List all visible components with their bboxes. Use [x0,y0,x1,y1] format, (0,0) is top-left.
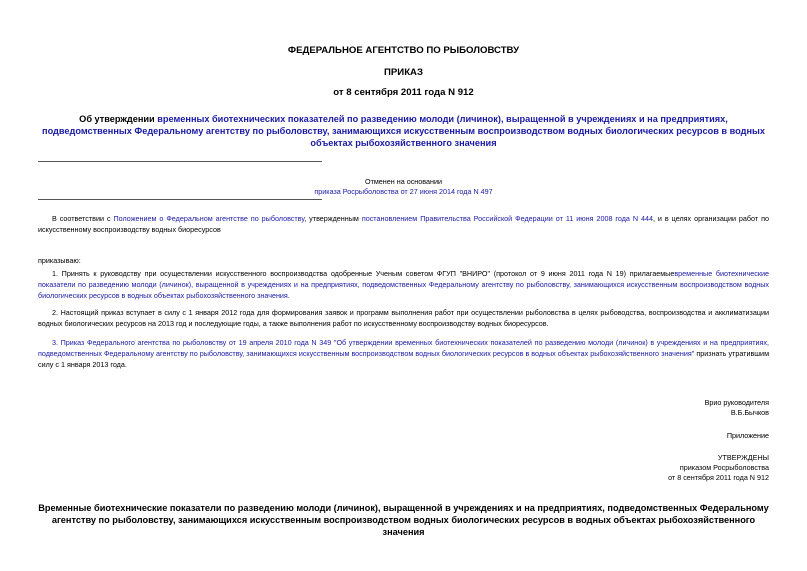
item-3-text: признать утратившим силу с 1 января 2013 года. [38,349,770,369]
cancel-note: Отменен на основании [364,177,442,186]
signature-role: Врио руководителя [704,398,769,407]
document-title [38,114,769,149]
previous-order-link[interactable]: 3. Приказ Федерального агентства по рыболовству от 19 апреля 2010 года N 349 "Об утверждении временных биотехнических показателей по разведению молоди (личинок) в учреждениях и на предприятиях, подведомственных Федеральному агентству по рыболовству, занимающихся искусственным воспроизводством водных биологических ресурсов в водных объектах рыбохозяйственного значения" [38,338,769,358]
document-type: ПРИКАЗ [384,67,423,78]
approval-date: от 8 сентября 2011 года N 912 [668,473,769,482]
paragraph-preamble [38,213,769,235]
preamble-text-b: , утвержденным [304,214,362,223]
divider-top [38,161,322,162]
title-prefix: Об утверждении [79,114,158,124]
regulation-link[interactable]: Положением о Федеральном агентстве по рыболовству [113,214,305,223]
indicators-link[interactable]: временные биотехнические показатели по разведению молоди (личинок), выращенной в учреждениях и на предприятиях, подведомственных Федеральному агентству по рыболовству, занимающихся искусственным воспроизводством водных биологических ресурсов в водных объектах рыбохозяйственного значения [38,269,769,300]
approval-block [668,453,769,483]
paragraph-order-word: приказываю: [38,256,81,265]
paragraph-item-3 [38,337,769,370]
appendix-title: Временные биотехнические показатели по разведению молоди (личинок), выращенной в учреждениях и на предприятиях, подведомственных Федеральному агентству по рыболовству, занимающихся искусственным воспроизводством водных биологических ресурсов в водных объектах рыбохозяйственного значения [38,503,769,537]
paragraph-item-1 [38,268,769,301]
title-link[interactable]: временных биотехнических показателей по разведению молоди (личинок), выращенной в учреждениях и на предприятиях, подведомственных Федеральному агентству по рыболовству, занимающихся искусственным воспроизводством водных биологических ресурсов в водных объектах рыбохозяйственного значения [42,114,765,148]
signature-block [705,398,769,418]
signature-name: В.Б.Бычков [730,408,769,417]
approval-order: приказом Росрыболовства [679,463,769,472]
government-decree-link[interactable]: постановлением Правительства Российской Федерации от 11 июня 2008 года N 444 [361,214,653,223]
item-2-text: 2. Настоящий приказ вступает в силу с 1 января 2012 года для формирования заявок и программ выполнения работ при осуществлении рыболовства в целях рыбоводства, воспроизводства и акклиматизации водных биологических ресурсов на 2013 год и последующие годы, а также выполнения работ по искусственному воспроизводству водных биоресурсов. [38,308,769,328]
item-1-text: 1. Принять к руководству при осуществлении искусственного воспроизводства одобренные Ученым советом ФГУП "ВНИРО" (протокол от 9 июня 2011 года N 19) прилагаемые [52,269,675,278]
agency-name: ФЕДЕРАЛЬНОЕ АГЕНТСТВО ПО РЫБОЛОВСТВУ [287,45,520,56]
cancel-note-link-line [0,187,807,196]
divider-bottom [38,199,322,200]
paragraph-item-2 [38,307,769,329]
preamble-text-c: , и в целях организации работ по искусственному воспроизводству водных биоресурсов [38,214,770,234]
approval-word: УТВЕРЖДЕНЫ [717,453,769,462]
preamble-text-a: В соответствии с [52,214,114,223]
appendix-label: Приложение [726,431,769,440]
document-date-number: от 8 сентября 2011 года N 912 [333,87,474,98]
item-1-end: . [287,291,290,300]
cancel-order-link[interactable]: приказа Росрыболовства от 27 июня 2014 года N 497 [314,187,493,196]
